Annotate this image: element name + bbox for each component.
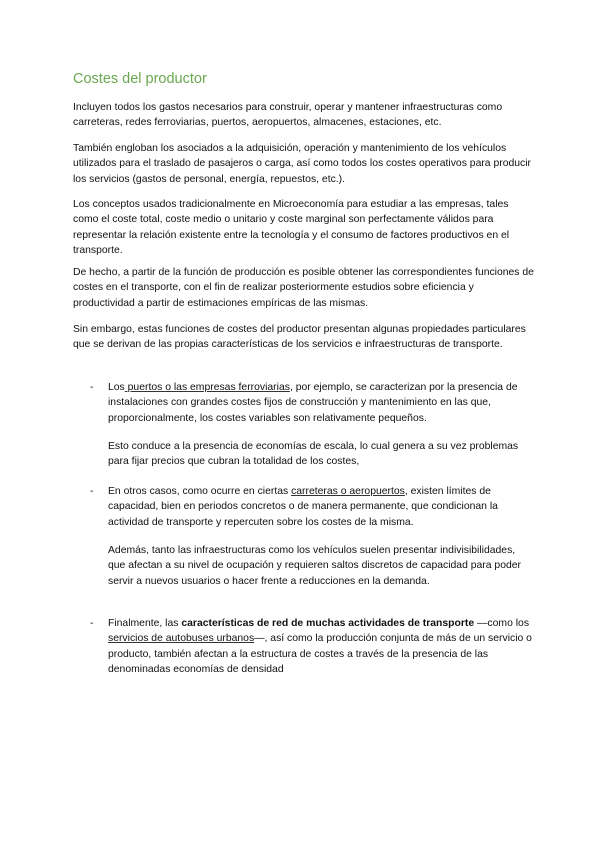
paragraph-propiedades: Sin embargo, estas funciones de costes del productor presentan algunas propiedades particulares que se derivan de las propias características de los servicios e infraestructuras de transporte.: [73, 324, 526, 351]
bold-caracteristicas-red: características de red de muchas actividades de transporte: [181, 618, 475, 629]
link-autobuses-urbanos[interactable]: servicios de autobuses urbanos: [108, 633, 255, 645]
bullet-text-pre: En otros casos, como ocurre en ciertas: [108, 486, 292, 497]
link-puertos-ferroviarias[interactable]: puertos o las empresas ferroviarias: [124, 382, 290, 393]
bullet-text-post: , existen límites de capacidad, bien en periodos concretos o de manera permanente, que condicionan la actividad de transporte y repercuten sobre los costes de la misma.: [108, 486, 498, 528]
bullet-puertos: [108, 380, 534, 426]
bullet-text-post: —, así como la producción conjunta de más de un servicio o producto, también afectan a la estructura de costes a través de la presencia de las denominadas economías de densidad: [108, 633, 532, 675]
bullet-dash: -: [90, 618, 94, 629]
bullet-indivisibilidades: Además, tanto las infraestructuras como los vehículos suelen presentar indivisibilidades, que afectan a su nivel de ocupación y requieren saltos discretos de capacidad para poder servir a nuevos usuarios o hacer frente a reducciones en la demanda.: [108, 545, 522, 587]
paragraph-vehiculos: También engloban los asociados a la adquisición, operación y mantenimiento de los vehículos utilizados para el traslado de pasajeros o carga, así como todos los costes operativos para producir los servicios (gastos de personal, energía, repuestos, etc.).: [73, 143, 532, 185]
bullet-text-mid: —como los: [474, 618, 530, 629]
section-title: Costes del productor: [73, 71, 207, 87]
bullet-capacidad: [108, 484, 534, 530]
paragraph-microeconomia: Los conceptos usados tradicionalmente en Microeconomía para estudiar a las empresas, tales como el coste total, coste medio o unitario y coste marginal son perfectamente válidos para representar la relación existente entre la tecnología y el consumo de factores productivos en el transporte.: [73, 199, 510, 256]
bullet-red: [108, 616, 534, 677]
paragraph-infraestructuras: Incluyen todos los gastos necesarios para construir, operar y mantener infraestructuras como carreteras, redes ferroviarias, puertos, aeropuertos, almacenes, estaciones, etc.: [73, 102, 503, 129]
bullet-dash: -: [90, 486, 94, 497]
link-carreteras-aeropuertos[interactable]: carreteras o aeropuertos: [291, 486, 405, 497]
bullet-text-pre: Los: [108, 382, 125, 393]
bullet-text-pre: Finalmente, las: [108, 618, 182, 629]
bullet-economias-escala: Esto conduce a la presencia de economías de escala, lo cual genera a su vez problemas para fijar precios que cubran la totalidad de los costes,: [108, 441, 519, 468]
paragraph-funcion-produccion: De hecho, a partir de la función de producción es posible obtener las correspondientes funciones de costes en el transporte, con el fin de realizar posteriormente estudios sobre eficiencia y productividad a partir de estimaciones empíricas de las mismas.: [73, 267, 534, 309]
bullet-text-post: , por ejemplo, se caracterizan por la presencia de instalaciones con grandes costes fijos de construcción y mantenimiento en las que, proporcionalmente, los costes variables son relativamente pequeños.: [108, 382, 518, 424]
bullet-dash: -: [90, 382, 94, 393]
